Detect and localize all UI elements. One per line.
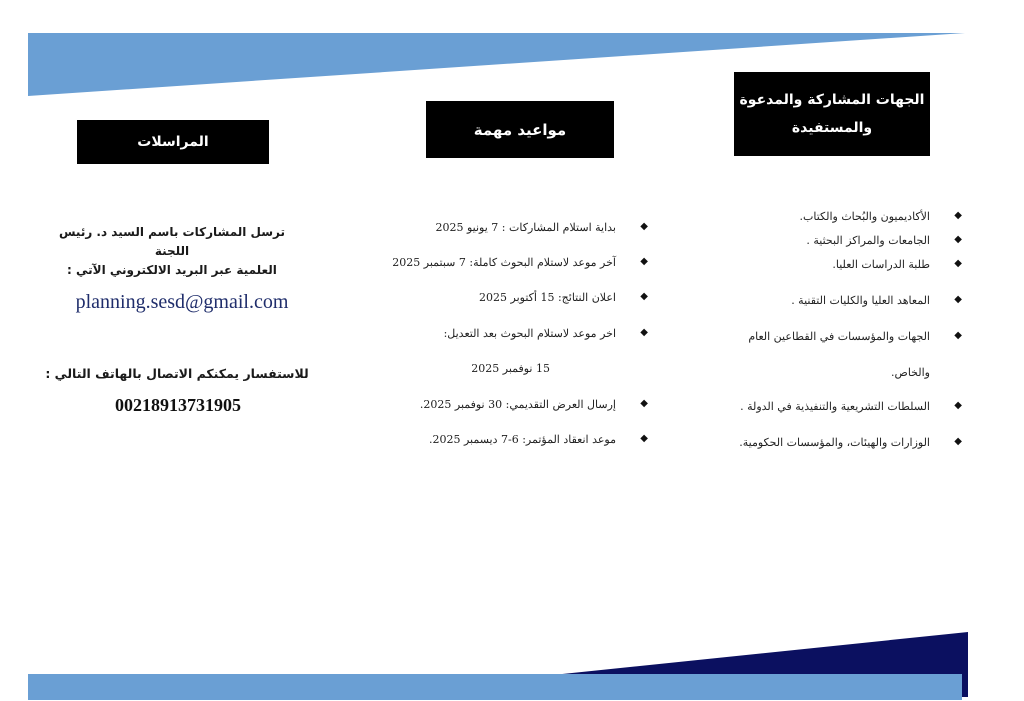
contact-email[interactable]: planning.sesd@gmail.com [75,291,289,313]
list-item: ◆ الوزارات والهيئات، والمؤسسات الحكومية. [739,436,962,449]
participants-header-line-1: الجهات المشاركة والمدعوة [739,92,925,108]
list-item: ◆ اخر موعد لاستلام البحوث بعد التعديل: [443,327,648,340]
list-item: ◆ موعد انعقاد المؤتمر: 6-7 ديسمبر 2025. [428,433,648,446]
dates-header: مواعيد مهمة [426,101,614,158]
dates-continuation: 15 نوفمبر 2025 [471,362,550,375]
contact-phone: 00218913731905 [115,395,241,415]
list-item: ◆ السلطات التشريعية والتنفيذية في الدولة . [740,400,962,413]
correspondence-intro [40,223,304,280]
list-item: ◆ الجامعات والمراكز البحثية . [806,234,962,247]
phone-label: للاستفسار يمكنكم الاتصال بالهاتف التالي : [45,366,309,381]
list-item: ◆ الأكاديميون والبُحاث والكتاب. [799,210,962,223]
list-item: ◆ المعاهد العليا والكليات التقنية . [791,294,962,307]
list-item: ◆ الجهات والمؤسسات في القطاعين العام [748,330,962,343]
list-item: ◆ طلبة الدراسات العليا. [832,258,962,271]
participants-header-line-2: والمستفيدة [791,120,873,136]
correspondence-intro-line-1: ترسل المشاركات باسم السيد د. رئيس اللجنة [58,225,286,258]
list-item: ◆ بداية استلام المشاركات : 7 يونيو 2025 [435,221,648,234]
participants-header [734,72,930,156]
correspondence-intro-line-2: العلمية عبر البريد الالكتروني الآتي : [67,263,277,277]
list-item: ◆ إرسال العرض التقديمي: 30 نوفمبر 2025. [419,398,648,411]
list-item: ◆ آخر موعد لاستلام البحوث كاملة: 7 سبتمبر 2025 [392,256,648,269]
bottom-blue-band [28,674,962,700]
participants-continuation: والخاص. [891,366,930,379]
correspondence-header: المراسلات [77,120,269,164]
list-item: ◆ اعلان النتائج: 15 أكتوبر 2025 [479,291,648,304]
